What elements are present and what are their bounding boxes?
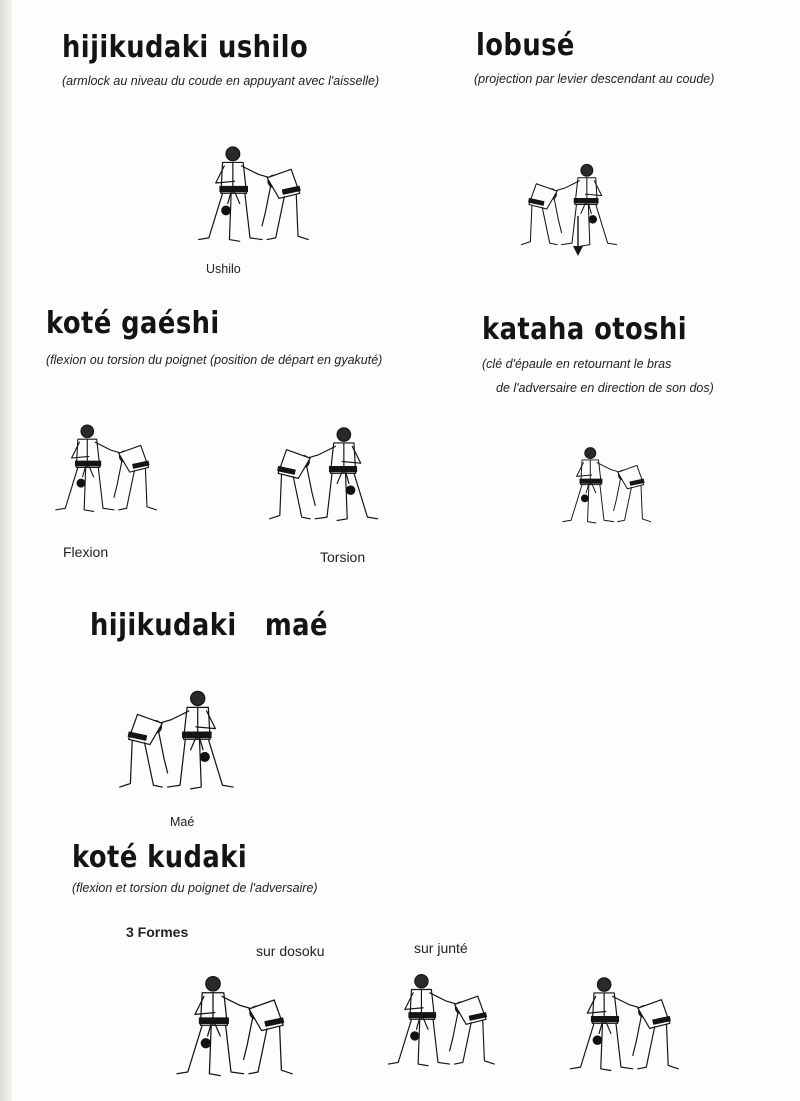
title-kote-gaeshi: koté gaéshi: [46, 306, 220, 341]
kote-kudaki-illustration-2: [380, 966, 496, 1076]
title-kataha-otoshi: kataha otoshi: [482, 312, 688, 347]
caption-ushilo: Ushilo: [206, 262, 241, 276]
title-hijikudaki-mae: hijikudaki maé: [90, 608, 328, 643]
subtitle-kote-kudaki: (flexion et torsion du poignet de l'adversaire): [72, 881, 318, 895]
caption-sur-junte: sur junté: [414, 940, 468, 956]
caption-flexion: Flexion: [63, 544, 109, 560]
caption-mae: Maé: [170, 815, 195, 829]
label-3-formes: 3 Formes: [126, 924, 189, 940]
ushilo-illustration: [190, 140, 310, 250]
subtitle-kote-gaeshi: (flexion ou torsion du poignet (position de départ en gyakuté): [46, 353, 383, 367]
flexion-illustration: [48, 410, 158, 528]
kote-kudaki-illustration-3: [562, 970, 680, 1080]
arrow-down-icon: [572, 214, 584, 258]
lobuse-illustration: [520, 144, 624, 268]
kataha-otoshi-illustration: [556, 428, 652, 544]
title-kote-kudaki: koté kudaki: [72, 840, 248, 875]
subtitle-hijikudaki-ushilo: (armlock au niveau du coude en appuyant avec l'aisselle): [62, 74, 380, 88]
caption-sur-dosoku: sur dosoku: [256, 943, 325, 959]
subtitle-lobuse: (projection par levier descendant au coude): [474, 72, 715, 86]
mae-illustration: [118, 684, 242, 798]
title-lobuse: lobusé: [476, 28, 575, 63]
torsion-illustration: [268, 420, 386, 530]
title-hijikudaki-ushilo: hijikudaki ushilo: [62, 30, 309, 65]
page-edge: [0, 0, 12, 1101]
subtitle-kataha-otoshi-line-2: de l'adversaire en direction de son dos): [496, 381, 714, 395]
caption-torsion: Torsion: [320, 549, 366, 565]
kote-kudaki-illustration-1: [168, 972, 294, 1082]
subtitle-kataha-otoshi-line-1: (clé d'épaule en retournant le bras: [482, 357, 672, 371]
